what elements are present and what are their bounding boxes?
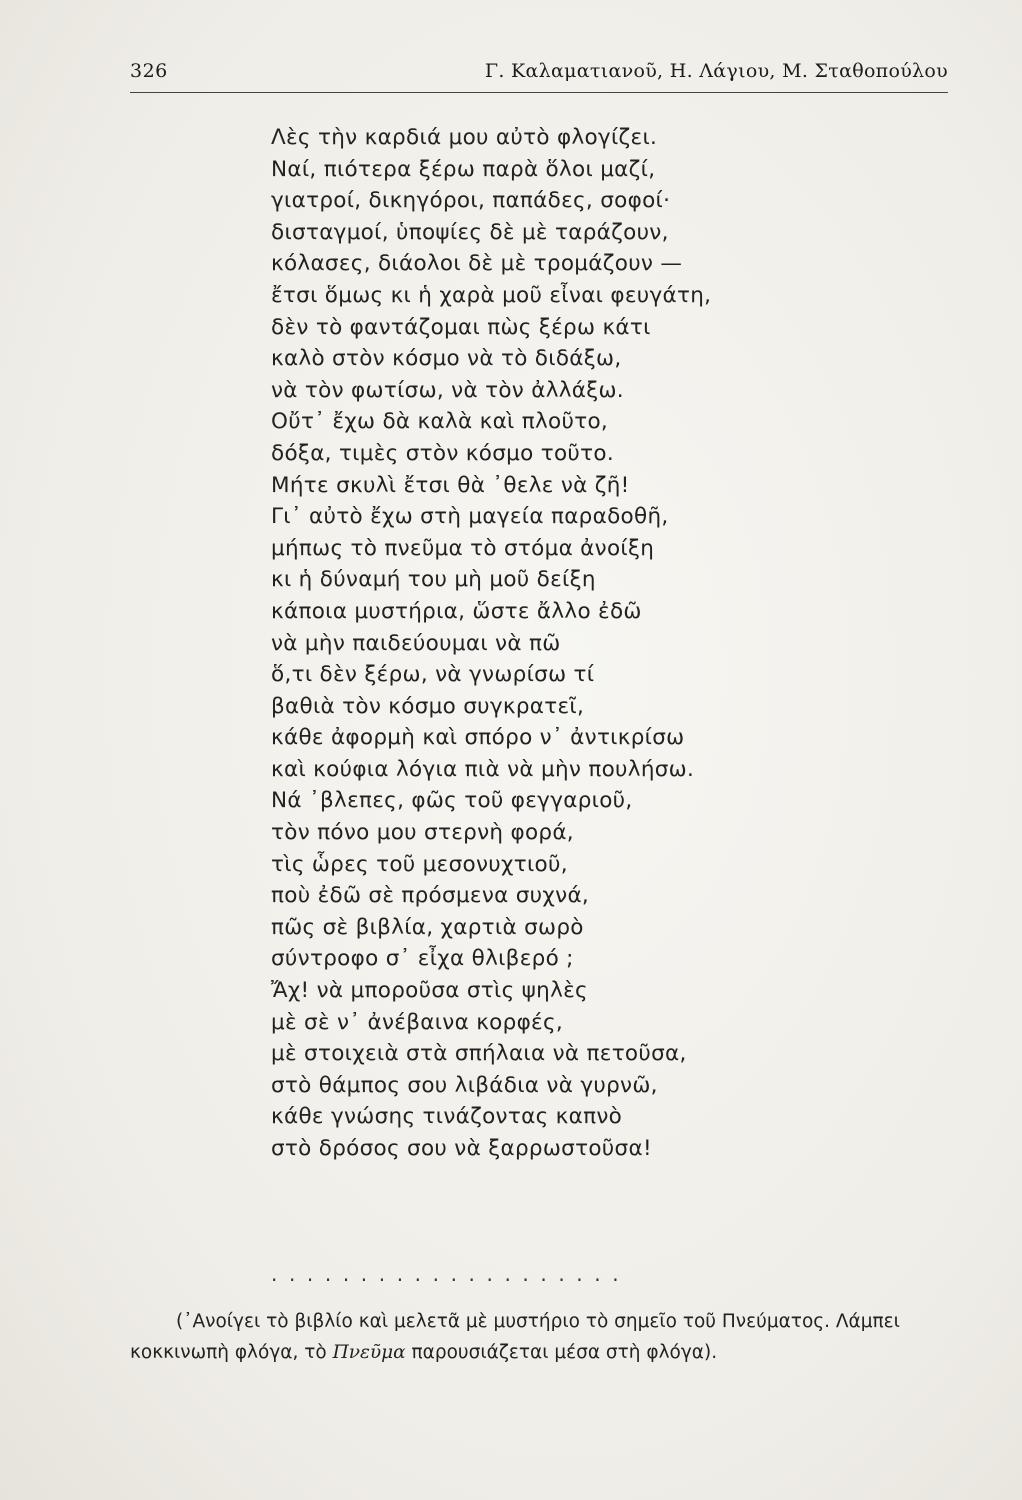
poem-line: κάποια μυστήρια, ὥστε ἄλλο ἐδῶ (271, 598, 642, 624)
poem-line: πῶς σὲ βιβλία, χαρτιὰ σωρὸ (271, 914, 584, 940)
poem-line: γιατροί, δικηγόροι, παπάδες, σοφοί· (271, 188, 671, 214)
poem-line: Μήτε σκυλὶ ἔτσι θὰ ᾽θελε νὰ ζῆ! (271, 472, 630, 498)
poem-line: Νά ᾽βλεπες, φῶς τοῦ φεγγαριοῦ, (271, 788, 633, 814)
poem-line: καλὸ στὸν κόσμο νὰ τὸ διδάξω, (271, 346, 622, 372)
poem-line: δόξα, τιμὲς στὸν κόσμο τοῦτο. (271, 440, 614, 466)
poem-line: δισταγμοί, ὑποψίες δὲ μὲ ταράζουν, (271, 219, 669, 245)
poem-line: κάθε ἀφορμὴ καὶ σπόρο ν᾽ ἀντικρίσω (271, 725, 685, 751)
poem-line: Γι᾽ αὐτὸ ἔχω στὴ μαγεία παραδοθῆ, (271, 504, 669, 530)
running-head: Γ. Καλαματιανοῦ, Η. Λάγιου, Μ. Σταθοπούλου (484, 60, 948, 82)
poem-line: ποὺ ἐδῶ σὲ πρόσμενα συχνά, (271, 883, 590, 909)
stage-direction-text-end: παρουσιάζεται μέσα στὴ φλόγα). (405, 1342, 718, 1363)
stage-direction-line-2 (130, 1337, 948, 1368)
poem-line: βαθιὰ τὸν κόσμο συγκρατεῖ, (271, 693, 585, 719)
poem-line: δὲν τὸ φαντάζομαι πὼς ξέρω κάτι (271, 314, 651, 340)
stage-direction-text-start: κοκκινωπὴ φλόγα, τὸ (130, 1342, 333, 1363)
poem-line: Ἄχ! νὰ μποροῦσα στὶς ψηλὲς (271, 978, 588, 1004)
poem-line: μὲ στοιχειὰ στὰ σπήλαια νὰ πετοῦσα, (271, 1041, 687, 1067)
poem-line: Οὔτ᾽ ἔχω δὰ καλὰ καὶ πλοῦτο, (271, 409, 609, 435)
poem-line: κι ἡ δύναμή του μὴ μοῦ δείξη (271, 567, 596, 593)
poem-line: τὶς ὧρες τοῦ μεσονυχτιοῦ, (271, 851, 568, 877)
poem-line: τὸν πόνο μου στερνὴ φορά, (271, 820, 574, 846)
header-rule (130, 92, 948, 93)
poem-line: ἔτσι ὅμως κι ἡ χαρὰ μοῦ εἶναι φευγάτη, (271, 282, 712, 308)
separator-dots: .................... (271, 1262, 631, 1286)
poem-line: Ναί, πιότερα ξέρω παρὰ ὅλοι μαζί, (271, 156, 656, 182)
stage-direction (130, 1306, 948, 1368)
stage-direction-line-1: (᾽Ανοίγει τὸ βιβλίο καὶ μελετᾶ μὲ μυστήριο τὸ σημεῖο τοῦ Πνεύματος. Λάμπει (176, 1311, 900, 1332)
poem-line: μὲ σὲ ν᾽ ἀνέβαινα κορφές, (271, 1009, 564, 1035)
poem-line: Λὲς τὴν καρδιά μου αὐτὸ φλογίζει. (271, 125, 658, 150)
poem-line: νὰ τὸν φωτίσω, νὰ τὸν ἀλλάξω. (271, 377, 624, 403)
poem-line: σύντροφο σ᾽ εἶχα θλιβερό ; (271, 946, 574, 972)
poem-line: κάθε γνώσης τινάζοντας καπνὸ (271, 1104, 623, 1130)
poem-line: στὸ δρόσος σου νὰ ξαρρωστοῦσα! (271, 1136, 652, 1161)
page-number: 326 (130, 60, 168, 82)
poem-text (271, 122, 831, 1165)
poem-line: στὸ θάμπος σου λιβάδια νὰ γυρνῶ, (271, 1072, 658, 1098)
poem-line: ὅ,τι δὲν ξέρω, νὰ γνωρίσω τί (271, 662, 595, 688)
stage-direction-italic-word: Πνεῦμα (332, 1342, 406, 1363)
poem-line: καὶ κούφια λόγια πιὰ νὰ μὴν πουλήσω. (271, 756, 695, 782)
page-header (130, 56, 948, 88)
poem-line: νὰ μὴν παιδεύουμαι νὰ πῶ (271, 630, 561, 656)
poem-line: μήπως τὸ πνεῦμα τὸ στόμα ἀνοίξη (271, 535, 655, 561)
poem-line: κόλασες, διάολοι δὲ μὲ τρομάζουν — (271, 251, 683, 277)
